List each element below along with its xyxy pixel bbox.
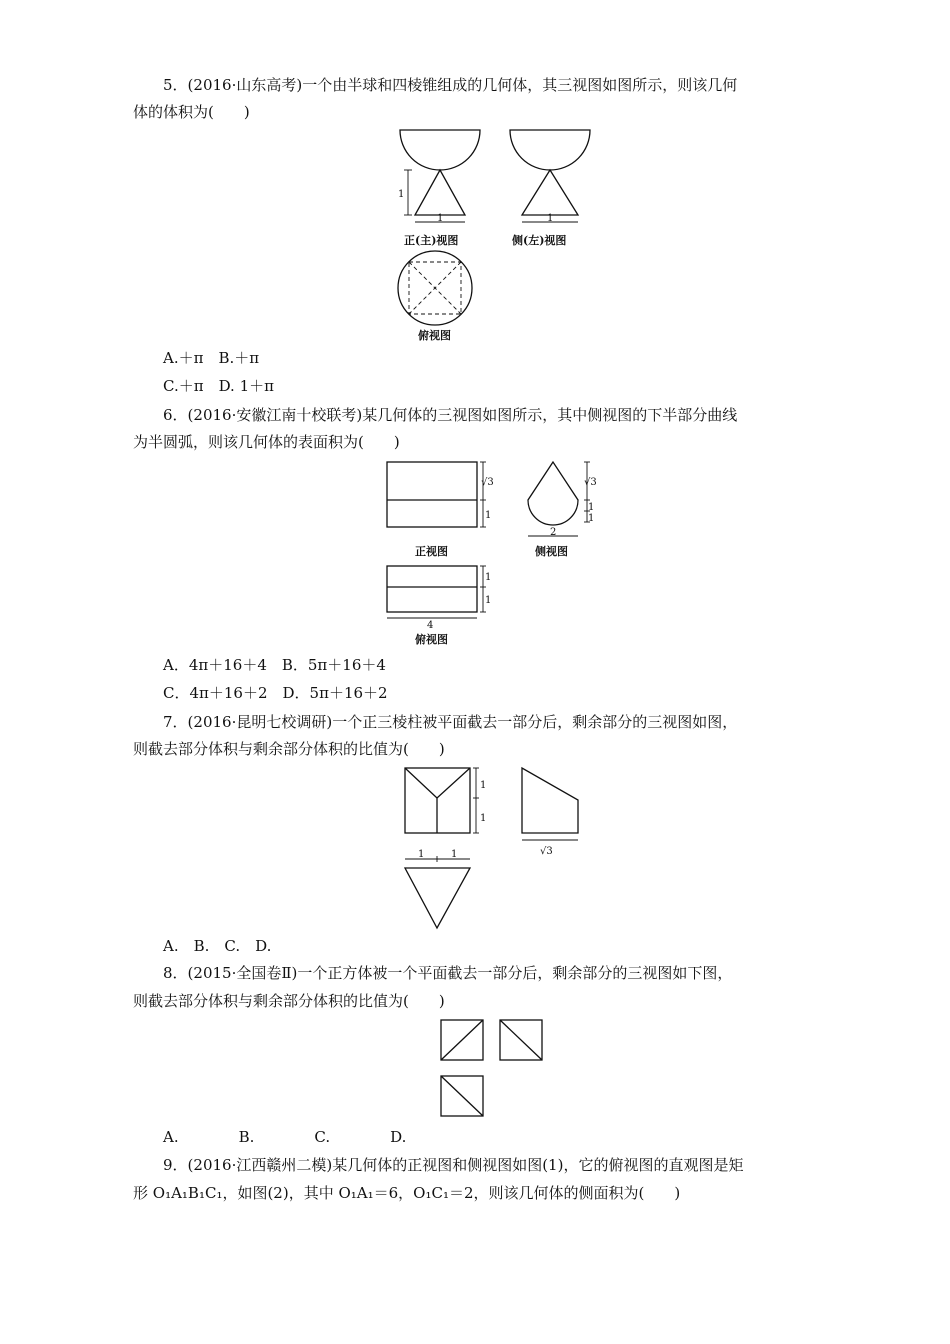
q6-dim-one-side-a: 1	[588, 502, 595, 513]
q6-front-view	[387, 462, 494, 558]
q8-side-view	[500, 1020, 542, 1060]
q6-options-line1: A．4π＋16＋4 B．5π＋16＋4	[163, 656, 386, 674]
q8-options: A. B. C. D.	[163, 1128, 407, 1146]
q7-stem-line1: 7．(2016·昆明七校调研)一个正三棱柱被平面截去一部分后，剩余部分的三视图如图，	[163, 713, 738, 731]
q7-options: A. B. C. D.	[163, 937, 272, 955]
q9-stem-line1: 9．(2016·江西赣州二模)某几何体的正视图和侧视图如图(1)，它的俯视图的直观图是矩	[163, 1156, 744, 1174]
q8-stem-line1: 8．(2015·全国卷Ⅱ)一个正方体被一个平面截去一部分后，剩余部分的三视图如下图，	[163, 964, 733, 982]
q8-front-view	[441, 1020, 483, 1060]
q5-stem-line2: 体的体积为( )	[133, 103, 250, 121]
q8-stem-line2: 则截去部分体积与剩余部分体积的比值为( )	[133, 992, 445, 1010]
q7-dim-top-one-b: 1	[451, 849, 458, 860]
q7-dim-one-a: 1	[480, 780, 487, 791]
q5-stem-line1: 5．(2016·山东高考)一个由半球和四棱锥组成的几何体，其三视图如图所示，则该几何	[163, 76, 738, 94]
q6-dim-sqrt3-front: √3	[481, 477, 494, 488]
q6-side-caption: 侧视图	[535, 545, 568, 558]
q6-dim-sqrt3-side: √3	[584, 477, 597, 488]
q6-dim-top-one-b: 1	[485, 595, 492, 606]
q5-top-caption: 俯视图	[418, 329, 451, 342]
q7-figure	[400, 766, 590, 934]
q6-side-view	[528, 462, 597, 558]
q7-side-view	[522, 768, 578, 857]
q5-top-view	[398, 251, 472, 342]
q5-dim-front-width: 1	[437, 213, 444, 224]
q5-front-view	[398, 130, 480, 247]
q5-side-view	[510, 130, 590, 247]
q6-dim-four: 4	[427, 620, 434, 631]
q7-top-view	[405, 849, 470, 928]
q6-dim-one-front: 1	[485, 510, 492, 521]
q9-stem-line2: 形 O₁A₁B₁C₁，如图(2)，其中 O₁A₁＝6，O₁C₁＝2，则该几何体的侧面积为( )	[133, 1184, 681, 1202]
q7-stem-line2: 则截去部分体积与剩余部分体积的比值为( )	[133, 740, 445, 758]
q6-top-caption: 俯视图	[415, 633, 448, 646]
q8-figure	[438, 1018, 546, 1121]
q6-front-caption: 正视图	[415, 545, 448, 558]
q6-stem-line2: 为半圆弧，则该几何体的表面积为( )	[133, 433, 400, 451]
q8-top-view	[441, 1076, 483, 1116]
q6-dim-one-side-b: 1	[588, 513, 595, 524]
q6-options-line2: C．4π＋16＋2 D．5π＋16＋2	[163, 684, 388, 702]
q5-figure	[390, 125, 590, 345]
q7-front-view	[405, 768, 486, 833]
q7-dim-top-one-a: 1	[418, 849, 425, 860]
q6-dim-two: 2	[550, 527, 557, 538]
q5-dim-height: 1	[398, 189, 405, 200]
q5-options-line1: A.＋π B.＋π	[163, 349, 260, 367]
q5-dim-side-width: 1	[547, 213, 554, 224]
q6-figure	[385, 460, 610, 650]
q7-dim-sqrt3: √3	[540, 846, 553, 857]
q5-options-line2: C.＋π D. 1＋π	[163, 377, 274, 395]
q7-dim-one-b: 1	[480, 813, 487, 824]
q6-dim-top-one-a: 1	[485, 572, 492, 583]
q6-stem-line1: 6．(2016·安徽江南十校联考)某几何体的三视图如图所示，其中侧视图的下半部分曲线	[163, 406, 738, 424]
q6-top-view	[387, 566, 491, 646]
q5-front-caption: 正(主)视图	[404, 234, 459, 247]
q5-side-caption: 侧(左)视图	[512, 234, 567, 247]
